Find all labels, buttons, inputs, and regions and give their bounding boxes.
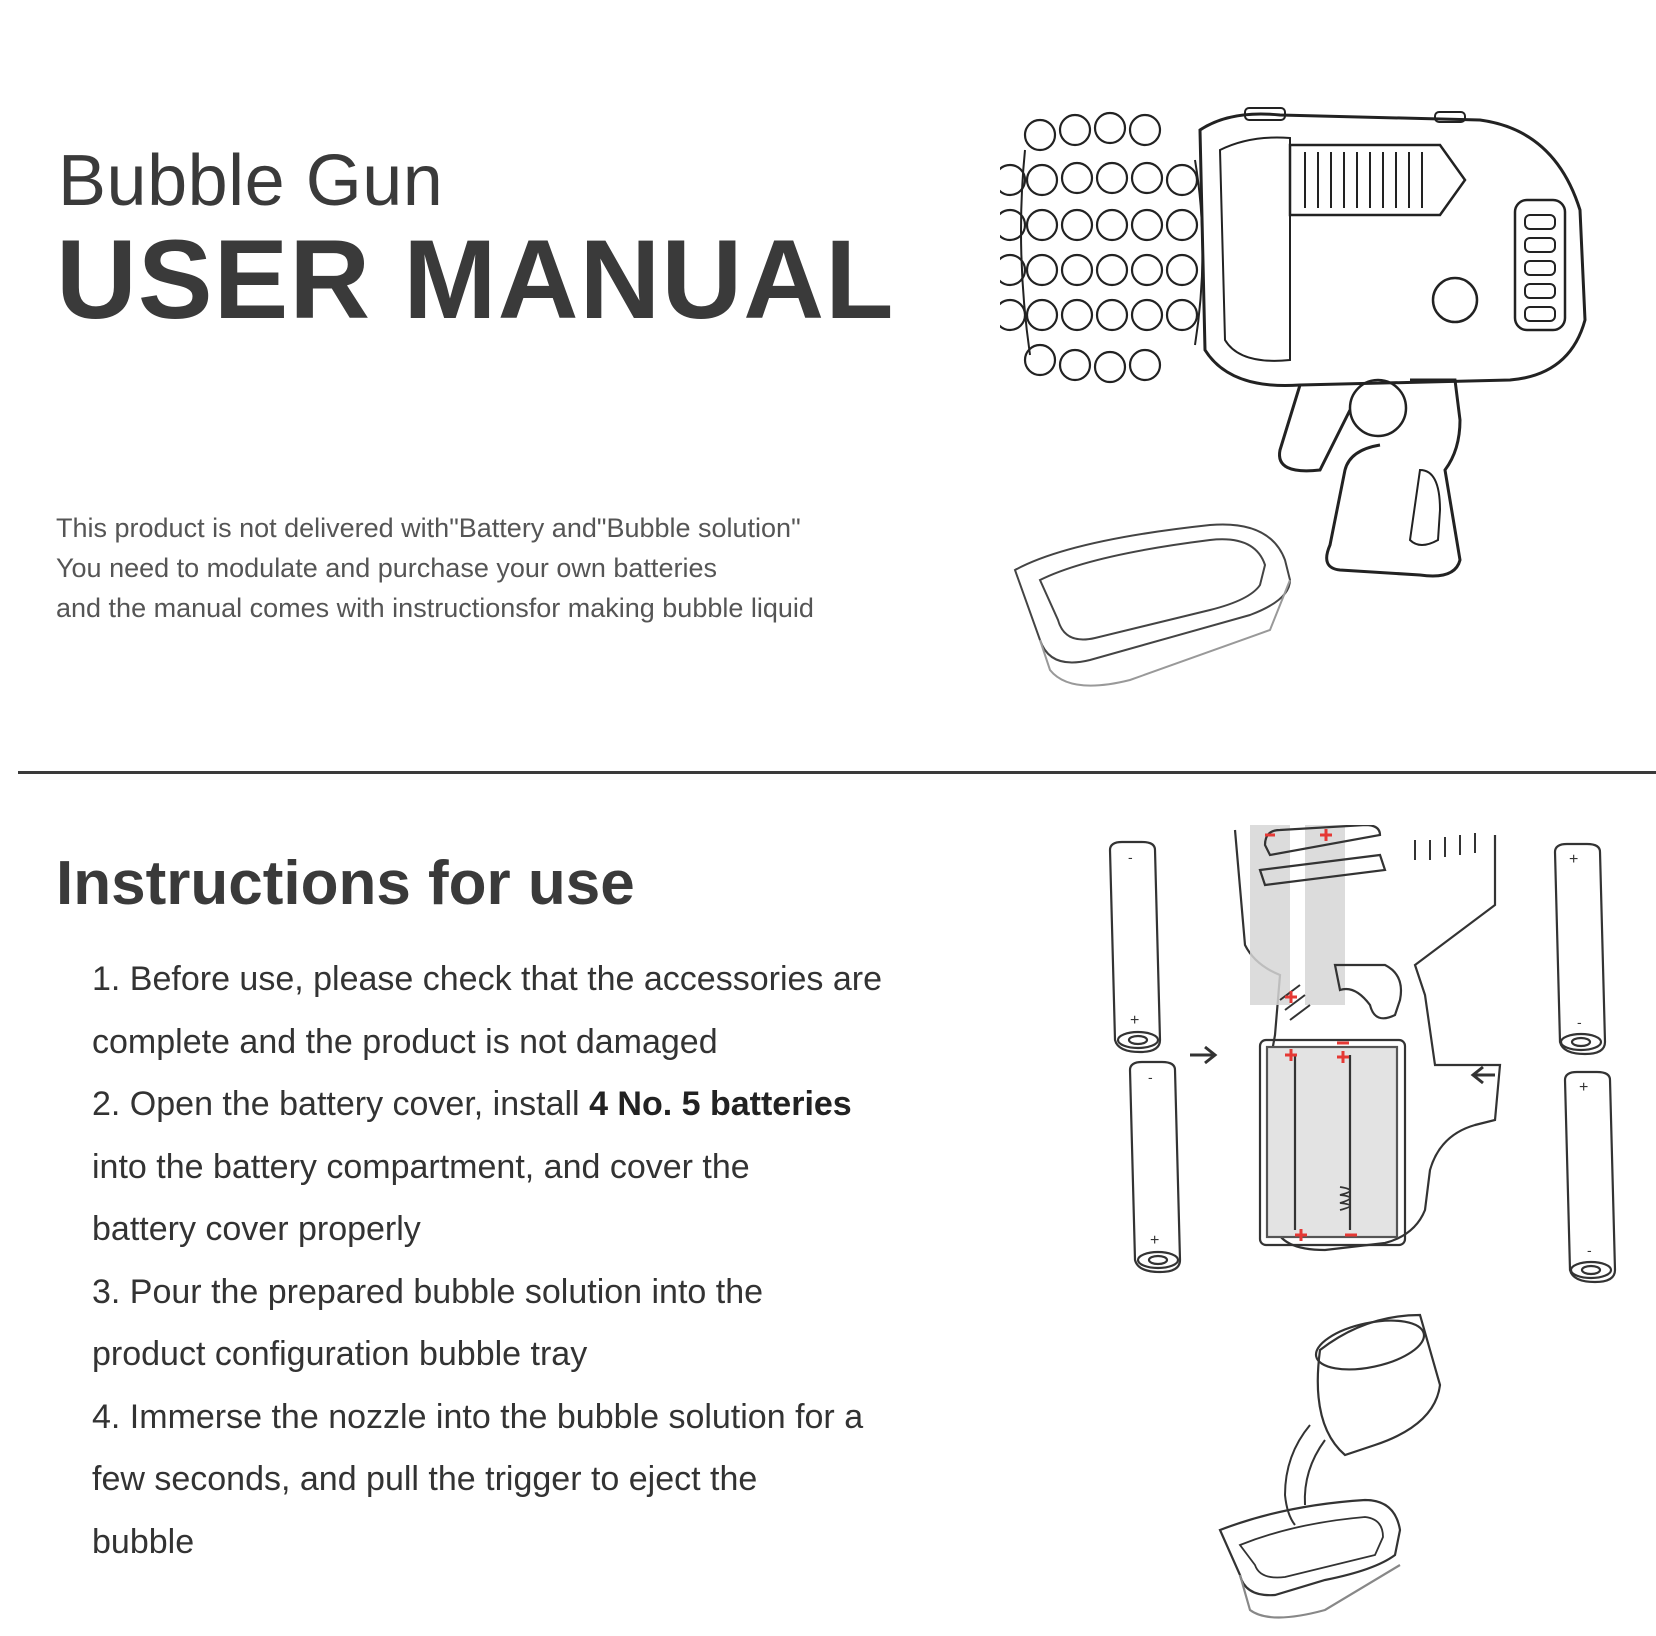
svg-text:+: + <box>1150 1232 1160 1249</box>
manual-title: USER MANUAL <box>56 217 895 342</box>
notice-line-2: You need to modulate and purchase your own batteries <box>56 553 717 583</box>
notice-line-3: and the manual comes with instructionsfor making bubble liquid <box>56 593 814 623</box>
svg-text:-: - <box>1148 1069 1153 1085</box>
battery-minus-label: - <box>1128 849 1133 865</box>
instruction-steps <box>92 948 952 1573</box>
step-4-line-2: few seconds, and pull the trigger to eject the <box>92 1460 758 1498</box>
step-3-line-2: product configuration bubble tray <box>92 1335 588 1373</box>
battery-right-top <box>1545 842 1615 1057</box>
pour-solution-illustration <box>1215 1305 1520 1625</box>
battery-plus-label: + <box>1130 1012 1140 1029</box>
battery-left-bottom <box>1120 1060 1190 1275</box>
step-4-line-1: 4. Immerse the nozzle into the bubble solution for a <box>92 1397 864 1436</box>
notice-line-1: This product is not delivered with"Battery and"Bubble solution" <box>56 513 801 543</box>
bubble-tray-illustration <box>1010 520 1300 700</box>
battery-right-bottom <box>1555 1070 1625 1285</box>
svg-text:-: - <box>1587 1242 1592 1258</box>
svg-text:+: + <box>1579 1079 1589 1096</box>
step-4-line-3: bubble <box>92 1522 195 1561</box>
step-2-line-3: battery cover properly <box>92 1210 421 1248</box>
instructions-title: Instructions for use <box>56 849 635 918</box>
step-1-line-1: 1. Before use, please check that the accessories are <box>92 960 883 998</box>
svg-text:-: - <box>1577 1014 1582 1030</box>
step-2-battery-spec: 4 No. 5 batteries <box>589 1085 852 1123</box>
step-1-line-2: complete and the product is not damaged <box>92 1022 718 1061</box>
step-3-line-1: 3. Pour the prepared bubble solution into the <box>92 1272 764 1311</box>
battery-left-top <box>1100 840 1170 1055</box>
product-name: Bubble Gun <box>58 141 444 221</box>
svg-text:+: + <box>1569 851 1579 868</box>
section-divider <box>18 771 1656 774</box>
step-2-line-2: into the battery compartment, and cover the <box>92 1147 750 1186</box>
notice-text <box>56 508 916 628</box>
step-2-text: 2. Open the battery cover, install <box>92 1085 590 1123</box>
step-2-line-1 <box>92 1073 952 1136</box>
